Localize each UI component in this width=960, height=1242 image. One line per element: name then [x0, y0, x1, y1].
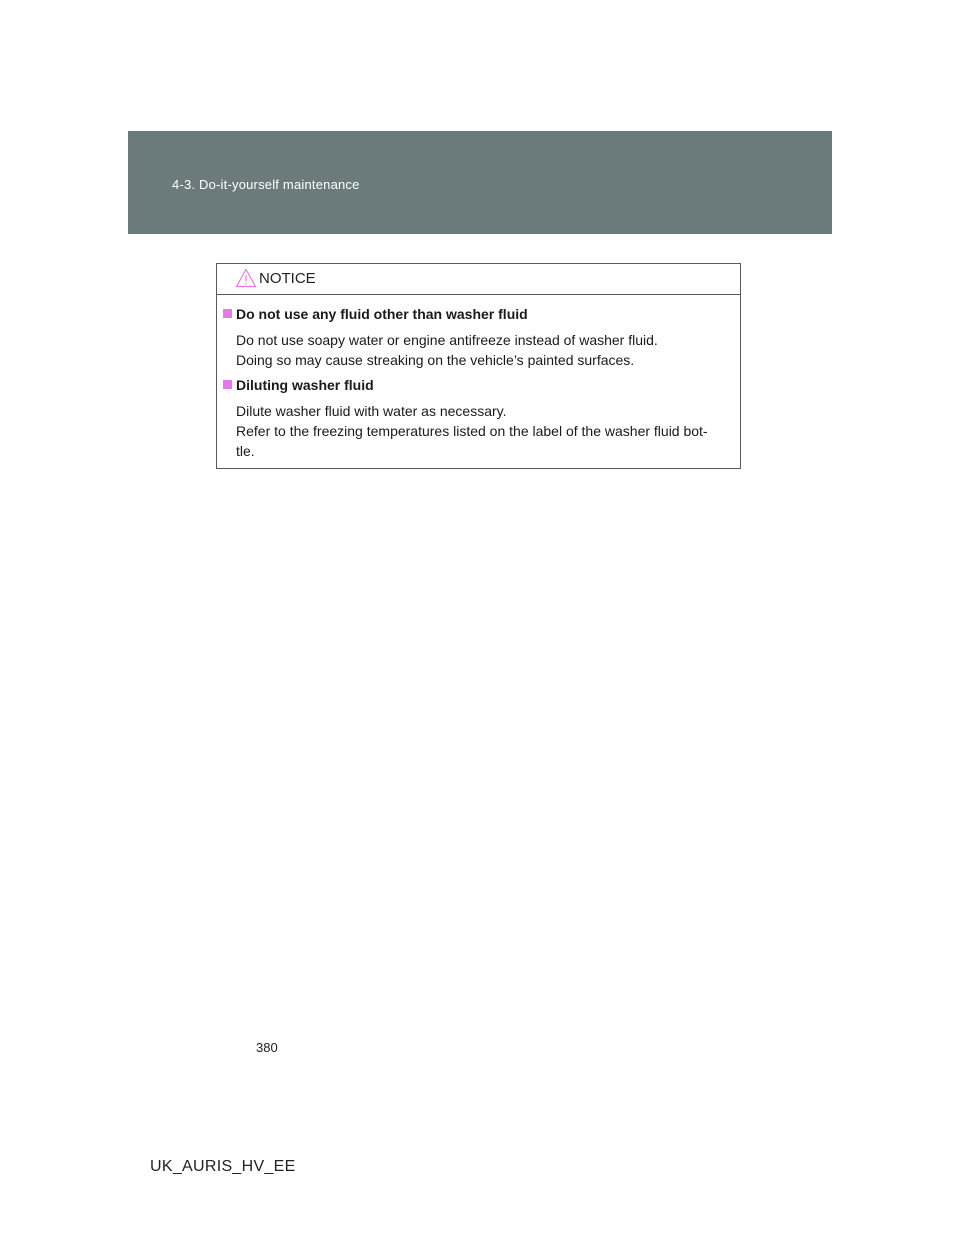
notice-header — [217, 264, 740, 295]
notice-item-line: tle. — [236, 443, 255, 459]
notice-item-text — [217, 330, 740, 370]
page-number: 380 — [256, 1040, 278, 1055]
notice-item — [217, 376, 740, 461]
notice-item-line: Doing so may cause streaking on the vehicle’s painted surfaces. — [236, 352, 635, 368]
notice-item-line: Do not use soapy water or engine antifreeze instead of washer fluid. — [236, 332, 658, 348]
section-title: 4-3. Do-it-yourself maintenance — [172, 177, 360, 192]
notice-box — [216, 263, 741, 469]
notice-item-heading — [217, 376, 740, 394]
notice-item-heading — [217, 305, 740, 323]
notice-body — [217, 305, 740, 467]
notice-item — [217, 305, 740, 370]
notice-item-text — [217, 401, 740, 461]
notice-title: NOTICE — [259, 270, 316, 287]
square-bullet-icon — [223, 380, 232, 389]
section-header-band — [128, 131, 832, 234]
notice-item-line: Dilute washer fluid with water as necessary. — [236, 403, 507, 419]
notice-item-heading-text: Diluting washer fluid — [236, 377, 374, 393]
square-bullet-icon — [223, 309, 232, 318]
warning-triangle-icon — [235, 268, 257, 288]
notice-item-heading-text: Do not use any fluid other than washer fluid — [236, 306, 528, 322]
document-code: UK_AURIS_HV_EE — [150, 1158, 296, 1175]
notice-item-line: Refer to the freezing temperatures listed on the label of the washer fluid bot- — [236, 423, 708, 439]
